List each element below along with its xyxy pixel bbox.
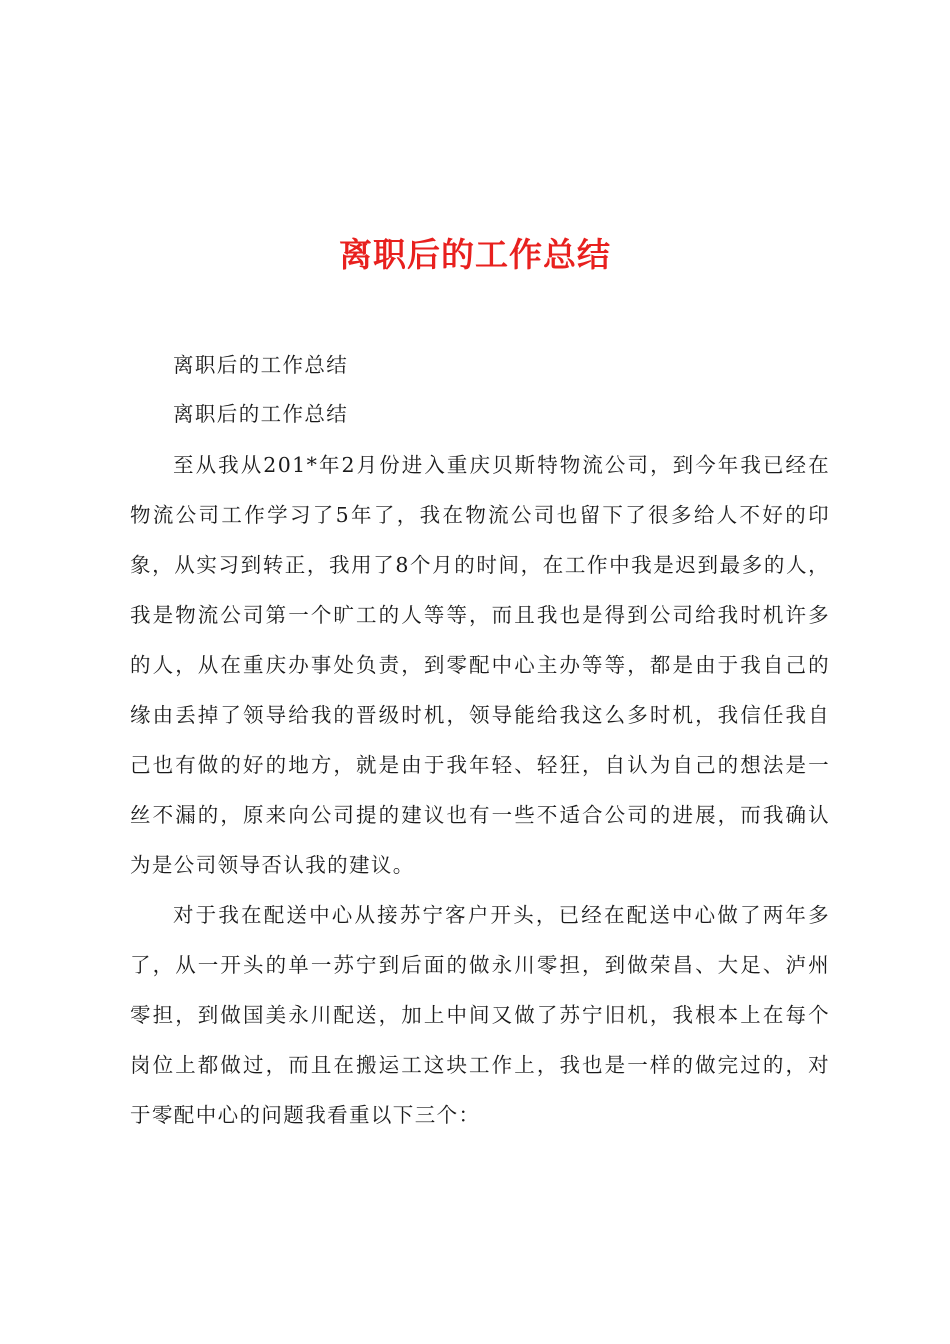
subtitle-line: 离职后的工作总结 [173, 402, 349, 426]
subtitle-line: 离职后的工作总结 [173, 353, 349, 377]
body-paragraph: 至从我从201*年2月份进入重庆贝斯特物流公司，到今年我已经在物流公司工作学习了5年了，我在物流公司也留下了很多给人不好的印象，从实习到转正，我用了8个月的时间，在工作中我是迟到最多的人，我是物流公司第一个旷工的人等等，而且我也是得到公司给我时机许多的人，从在重庆办事处负责，到零配中心主办等等，都是由于我自己的缘由丢掉了领导给我的晋级时机，领导能给我这么多时机，我信任我自己也有做的好的地方，就是由于我年轻、轻狂，自认为自己的想法是一丝不漏的，原来向公司提的建议也有一些不适合公司的进展，而我确认为是公司领导否认我的建议。 [130, 453, 830, 877]
body-paragraph: 对于我在配送中心从接苏宁客户开头，已经在配送中心做了两年多了，从一开头的单一苏宁到后面的做永川零担，到做荣昌、大足、泸州零担，到做国美永川配送，加上中间又做了苏宁旧机，我根本上在每个岗位上都做过，而且在搬运工这块工作上，我也是一样的做完过的，对于零配中心的问题我看重以下三个： [130, 903, 830, 1127]
document-title: 离职后的工作总结 [339, 235, 611, 275]
